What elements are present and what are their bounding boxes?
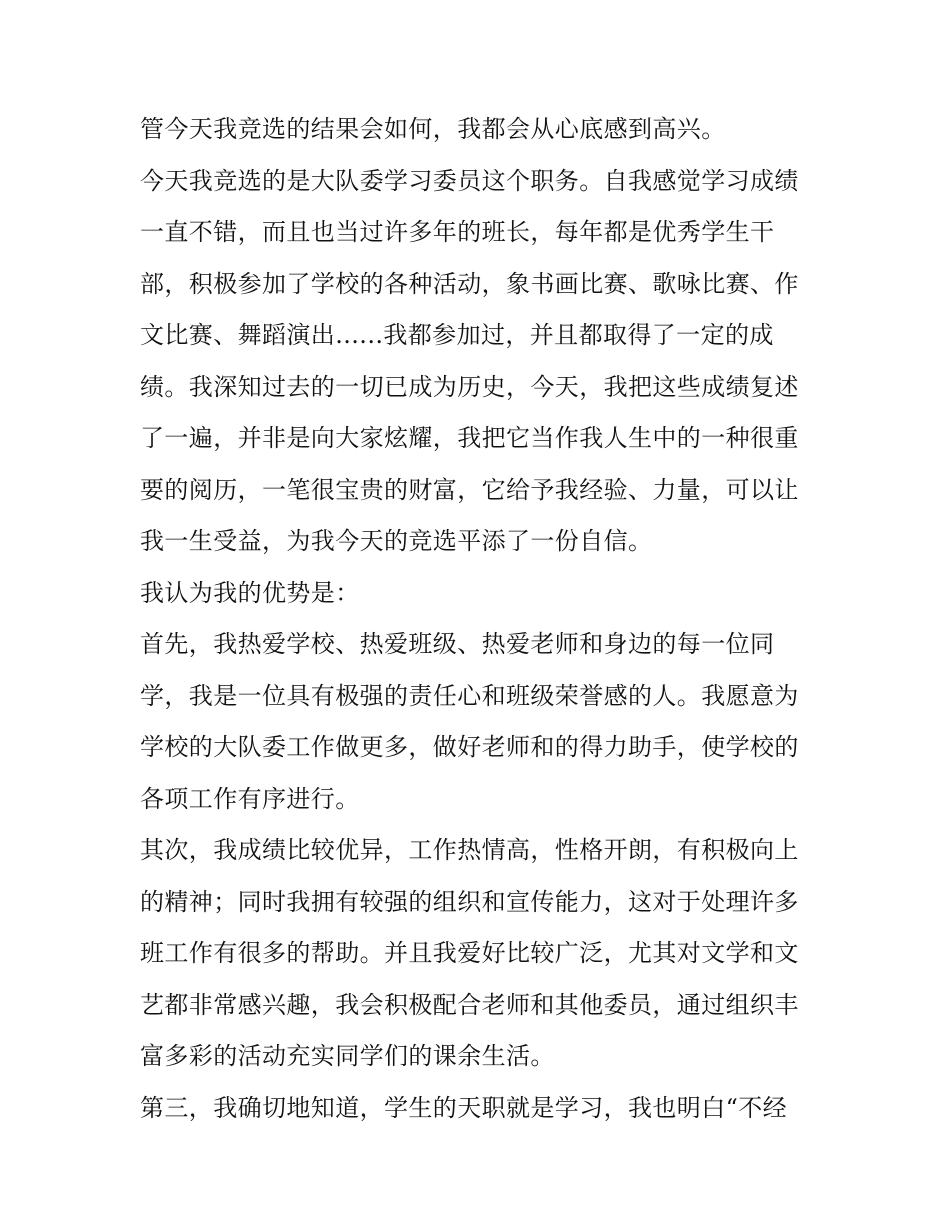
- text-line: 其次，我成绩比较优异，工作热情高，性格开朗，有积极向上: [140, 836, 799, 864]
- text-line: 艺都非常感兴趣，我会积极配合老师和其他委员，通过组织丰: [140, 990, 799, 1019]
- text-line: 了一遍，并非是向大家炫耀，我把它当作我人生中的一种很重: [140, 424, 799, 452]
- text-line: 绩。我深知过去的一切已成为历史，今天，我把这些成绩复述: [140, 372, 799, 401]
- text-line: 学，我是一位具有极强的责任心和班级荣誉感的人。我愿意为: [140, 681, 799, 710]
- text-line: 要的阅历，一笔很宝贵的财富，它给予我经验、力量，可以让: [140, 475, 799, 504]
- text-line: 的精神；同时我拥有较强的组织和宣传能力，这对于处理许多: [140, 887, 799, 916]
- text-line: 学校的大队委工作做更多，做好老师和的得力助手，使学校的: [140, 733, 799, 761]
- text-line: 班工作有很多的帮助。并且我爱好比较广泛，尤其对文学和文: [140, 939, 799, 967]
- text-line: 我认为我的优势是：: [140, 578, 360, 607]
- text-line: 文比赛、舞蹈演出......我都参加过，并且都取得了一定的成: [140, 321, 774, 349]
- text-line: 我一生受益，为我今天的竞选平添了一份自信。: [140, 527, 653, 555]
- text-line: 首先，我热爱学校、热爱班级、热爱老师和身边的每一位同: [140, 630, 775, 658]
- text-line: 各项工作有序进行。: [140, 784, 360, 813]
- text-line: 管今天我竞选的结果会如何，我都会从心底感到高兴。: [140, 115, 726, 143]
- body-text: [140, 104, 820, 1134]
- text-line: 部，积极参加了学校的各种活动，象书画比赛、歌咏比赛、作: [140, 269, 799, 298]
- text-line: 今天我竞选的是大队委学习委员这个职务。自我感觉学习成绩: [140, 166, 799, 195]
- text-line: 一直不错，而且也当过许多年的班长，每年都是优秀学生干: [140, 218, 775, 246]
- text-line: 第三，我确切地知道，学生的天职就是学习，我也明白“不经: [140, 1093, 788, 1122]
- text-line: 富多彩的活动充实同学们的课余生活。: [140, 1042, 555, 1070]
